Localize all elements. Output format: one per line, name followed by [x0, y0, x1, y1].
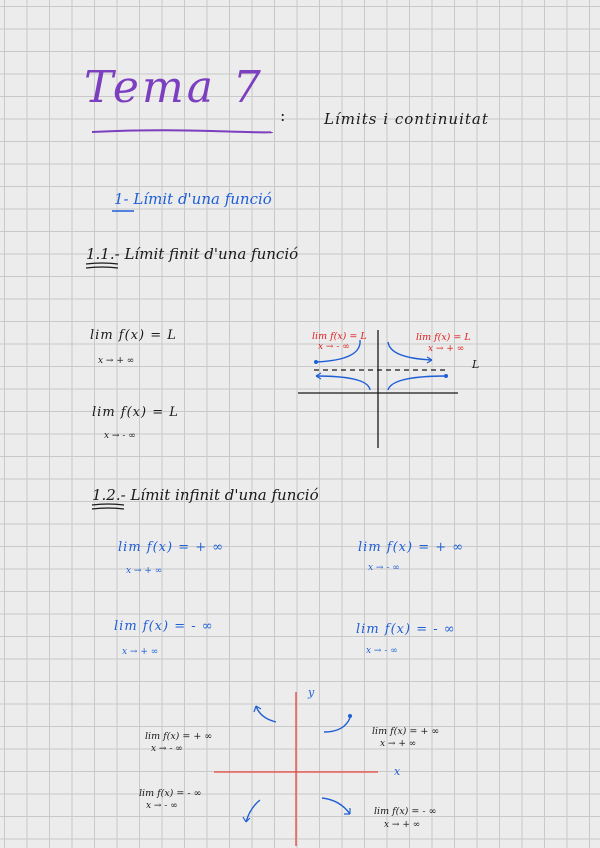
section-1-2-underline [92, 503, 132, 513]
section-1-underline [112, 208, 142, 214]
infinite-limit-3-sub: x → + ∞ [122, 647, 159, 657]
infinite-limit-1-sub: x → + ∞ [126, 566, 163, 576]
graph-label-right-sub: x → + ∞ [428, 344, 465, 354]
title-colon: : [280, 106, 286, 125]
infinite-limit-1: lim f(x) = + ∞ [118, 540, 225, 555]
graph-label-ll-sub: x → - ∞ [146, 801, 178, 811]
asymptote-label: L [472, 358, 480, 371]
page-subtitle: Límits i continuitat [324, 110, 489, 128]
infinite-limit-2: lim f(x) = + ∞ [358, 540, 465, 555]
graph-label-ll: lim f(x) = - ∞ [139, 788, 202, 799]
graph-label-left: lim f(x) = L [312, 331, 367, 342]
section-1-heading: 1- Límit d'una funció [114, 190, 272, 208]
graph-label-lr: lim f(x) = - ∞ [374, 806, 437, 817]
section-1-1-underline [86, 262, 126, 272]
graph-x-label: x [394, 765, 401, 778]
infinite-limit-2-sub: x → - ∞ [368, 563, 400, 573]
infinite-limit-4: lim f(x) = - ∞ [356, 622, 456, 637]
graph-y-label: y [308, 686, 315, 699]
infinite-limit-3: lim f(x) = - ∞ [114, 619, 214, 634]
title-underline [92, 128, 292, 138]
graph-label-ul-sub: x → - ∞ [151, 744, 183, 754]
graph-label-right: lim f(x) = L [416, 332, 471, 343]
graph-label-ul: lim f(x) = + ∞ [145, 731, 213, 742]
limit-formula-pos-inf: lim f(x) = L [90, 328, 177, 343]
graph-label-left-sub: x → - ∞ [318, 342, 350, 352]
infinite-limit-graph [210, 688, 410, 848]
limit-sub-pos-inf: x → + ∞ [98, 356, 135, 366]
section-1-1-heading: 1.1.- Límit finit d'una funció [86, 245, 299, 263]
page-title: Tema 7 [84, 62, 264, 113]
graph-label-lr-sub: x → + ∞ [384, 820, 421, 830]
limit-formula-neg-inf: lim f(x) = L [92, 405, 179, 420]
graph-label-ur: lim f(x) = + ∞ [372, 726, 440, 737]
section-1-2-heading: 1.2.- Límit infinit d'una funció [92, 486, 319, 504]
limit-sub-neg-inf: x → - ∞ [104, 431, 136, 441]
graph-label-ur-sub: x → + ∞ [380, 739, 417, 749]
infinite-limit-4-sub: x → - ∞ [366, 646, 398, 656]
